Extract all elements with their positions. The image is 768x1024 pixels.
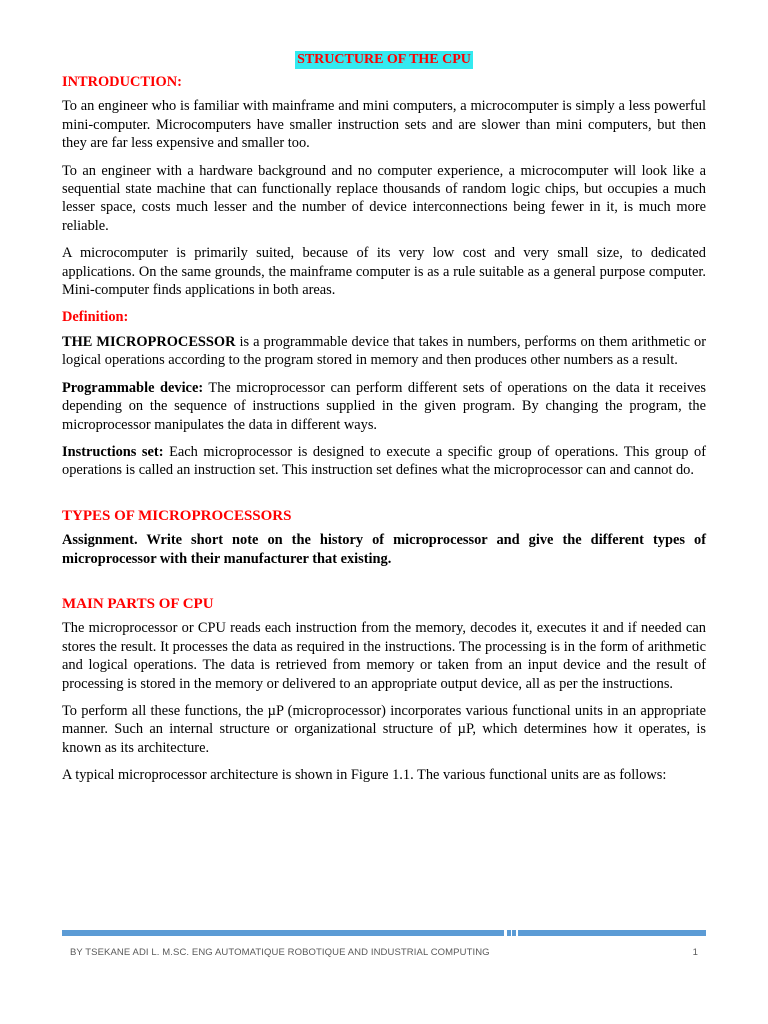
- spacer: [62, 577, 706, 595]
- page-content: [62, 50, 706, 794]
- intro-paragraph-2: To an engineer with a hardware background and no computer experience, a microcomputer will look like a sequential state machine that can functionally replace thousands of random logic chips, but occupies a much lesser space, costs much lesser and the number of device interconnections being fewer in it, is much more reliable.: [62, 162, 706, 234]
- types-heading: TYPES OF MICROPROCESSORS: [62, 507, 292, 524]
- microprocessor-term: THE MICROPROCESSOR: [62, 333, 236, 350]
- assignment-text: Assignment. Write short note on the history of microprocessor and give the different types of microprocessor with their manufacturer that existing.: [62, 532, 706, 567]
- footer-divider-gap: [504, 930, 518, 936]
- footer-author: BY TSEKANE ADI L. M.SC. ENG AUTOMATIQUE ROBOTIQUE AND INDUSTRIAL COMPUTING: [70, 947, 490, 958]
- main-parts-paragraph-3: A typical microprocessor architecture is shown in Figure 1.1. The various functional units are as follows:: [62, 767, 667, 784]
- main-parts-paragraph-1: The microprocessor or CPU reads each instruction from the memory, decodes it, executes it and if needed can stores the result. It processes the data as required in the instructions. The processing is in the form of arithmetic and logical operations. The data is retrieved from memory or taken from an input device and the result of processing is stored in the memory or delivered to an appropriate output device, all as per the instructions.: [62, 620, 706, 692]
- footer-divider: [62, 930, 706, 936]
- instructions-term: Instructions set:: [62, 443, 164, 460]
- page-title: STRUCTURE OF THE CPU: [297, 52, 471, 67]
- programmable-term: Programmable device:: [62, 379, 204, 396]
- intro-paragraph-3: A microcomputer is primarily suited, because of its very low cost and very small size, to dedicated applications. On the same grounds, the mainframe computer is as a rule suitable as a general purpose computer. Mini-computer finds applications in both areas.: [62, 245, 706, 299]
- definition-heading: Definition:: [62, 309, 129, 326]
- definition-microprocessor: [62, 333, 706, 370]
- page-number: 1: [692, 947, 698, 958]
- main-parts-heading: MAIN PARTS OF CPU: [62, 595, 214, 612]
- instructions-text: Each microprocessor is designed to execute a specific group of operations. This group of operations is called an instruction set. This instruction set defines what the microprocessor can and cannot do.: [62, 443, 706, 479]
- title-container: [62, 50, 706, 69]
- spacer: [62, 489, 706, 507]
- definition-instructions: [62, 443, 706, 480]
- definition-programmable: [62, 379, 706, 434]
- intro-paragraph-1: To an engineer who is familiar with mainframe and mini computers, a microcomputer is simply a less powerful mini-computer. Microcomputers have smaller instruction sets and are slower than mini computers, but then they are far less expensive and smaller too.: [62, 98, 706, 152]
- main-parts-paragraph-2: To perform all these functions, the µP (microprocessor) incorporates various functional units in an appropriate manner. Such an internal structure or organizational structure of µP, which determines how it operates, is known as its architecture.: [62, 702, 706, 756]
- introduction-heading: INTRODUCTION:: [62, 74, 182, 90]
- microprocessor-text: is a programmable device that takes in numbers, performs on them arithmetic or logical operations according to the program stored in memory and then produces other numbers as a result.: [62, 333, 707, 369]
- programmable-text: The microprocessor can perform different sets of operations on the data it receives depending on the sequence of instructions supplied in the given program. By changing the program, the microprocessor manipulates the data in different ways.: [62, 379, 707, 433]
- footer: [70, 947, 698, 958]
